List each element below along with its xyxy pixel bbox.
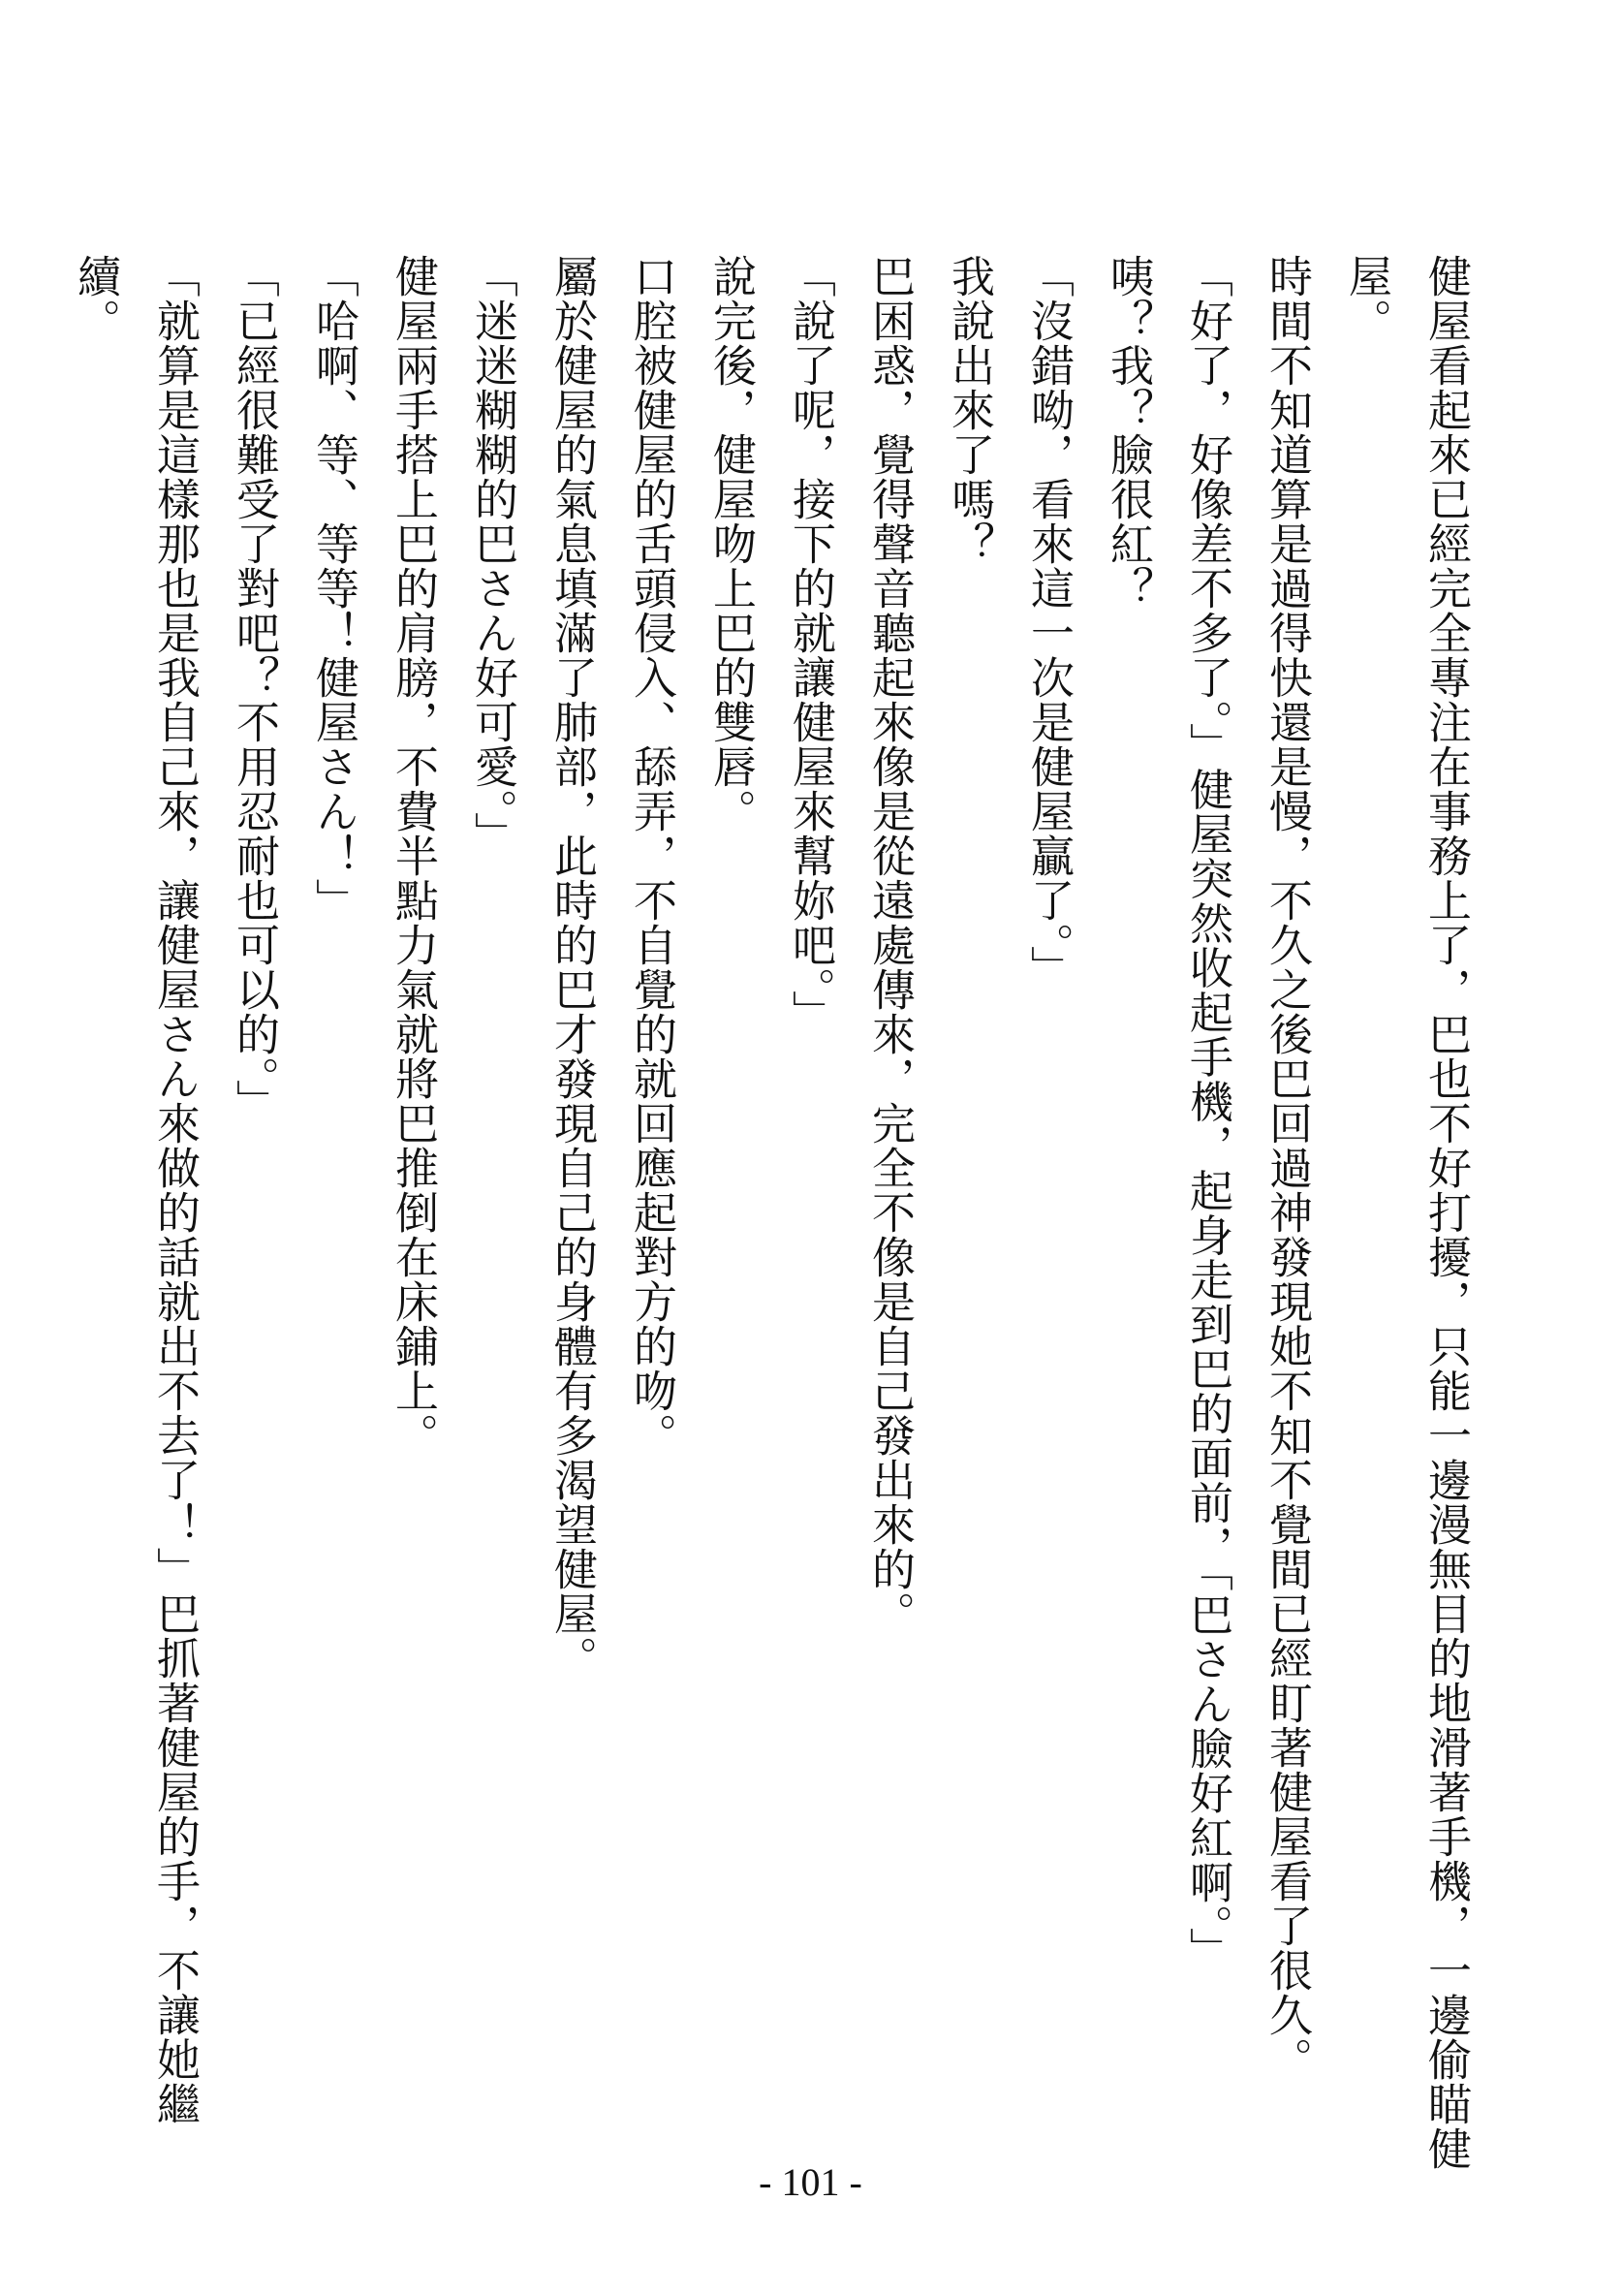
paragraph-8: 「說了呢，接下的就讓健屋來幫妳吧。」: [785, 254, 836, 1035]
paragraph-12: 「迷迷糊糊的巴さん好可愛。」: [467, 254, 518, 857]
paragraph-16: 「就算是這樣那也是我自己來，讓健屋さん來做的話就出不去了！」巴抓著健屋的手，不讓她繼續。: [70, 254, 201, 2126]
paragraph-15: 「已經很難受了對吧？不用忍耐也可以的。」: [229, 254, 280, 1124]
paragraph-10: 口腔被健屋的舌頭侵入、舔弄，不自覺的就回應起對方的吻。: [626, 254, 677, 1458]
paragraph-2: 時間不知道算是過得快還是慢，不久之後巴回過神發現她不知不覺間已經盯著健屋看了很久。: [1262, 254, 1313, 2082]
paragraph-1: 健屋看起來已經完全專注在事務上了，巴也不好打擾，只能一邊漫無目的地滑著手機，一邊偷瞄健屋。: [1341, 254, 1472, 2171]
paragraph-3: 「好了，好像差不多了。」健屋突然收起手機，起身走到巴的面前，「巴さん臉好紅啊。」: [1182, 254, 1233, 1972]
paragraph-13: 健屋兩手搭上巴的肩膀，不費半點力氣就將巴推倒在床鋪上。: [388, 254, 439, 1458]
paragraph-6: 我說出來了嗎？: [944, 254, 995, 566]
paragraph-7: 巴困惑，覺得聲音聽起來像是從遠處傳來，完全不像是自己發出來的。: [864, 254, 916, 1636]
paragraph-4: 咦？我？臉很紅？: [1103, 254, 1154, 611]
vertical-text-body: [55, 254, 1485, 2212]
paragraph-14: 「哈啊、等、等等！健屋さん！」: [308, 254, 359, 923]
page-number: - 101 -: [759, 2160, 862, 2204]
paragraph-11: 屬於健屋的氣息填滿了肺部，此時的巴才發現自己的身體有多渴望健屋。: [546, 254, 598, 1681]
paragraph-9: 說完後，健屋吻上巴的雙唇。: [705, 254, 757, 833]
paragraph-5: 「沒錯呦，看來這一次是健屋贏了。」: [1023, 254, 1075, 991]
